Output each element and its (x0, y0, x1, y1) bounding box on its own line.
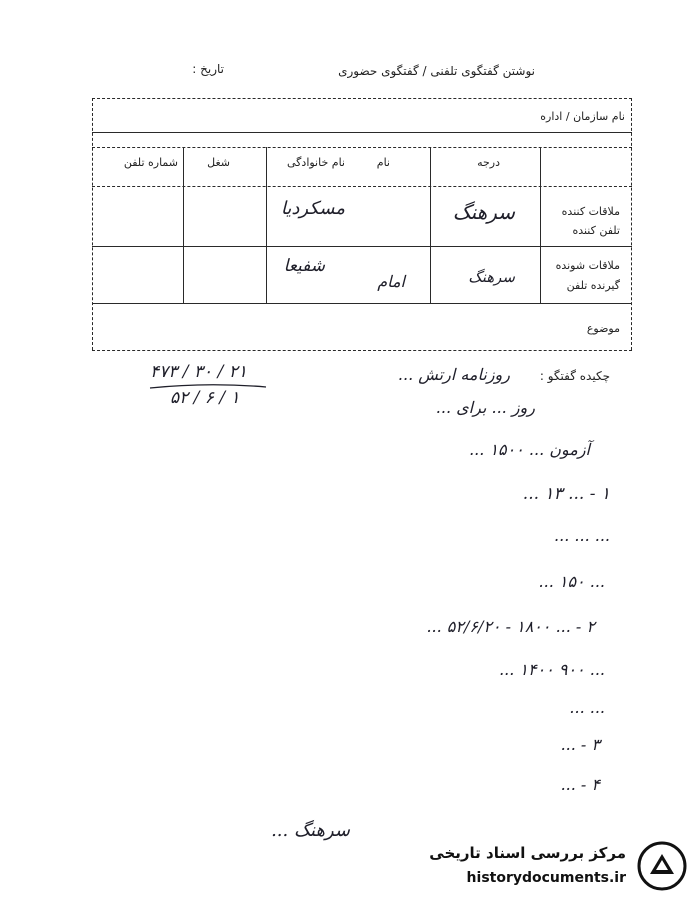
body-line-3: آزمون ... ۱۵۰۰ ... (469, 440, 590, 459)
subject-label: موضوع (586, 322, 620, 335)
body-line-2: روز ... برای ... (435, 398, 535, 417)
col-job: شغل (207, 156, 230, 169)
body-line-1: روزنامه ارتش ... (397, 365, 510, 384)
host-rank: سرهنگ (468, 268, 515, 286)
visitor-last-name: مسکردیا (280, 198, 345, 219)
body-line-9: ... ... (569, 698, 605, 717)
watermark (408, 838, 688, 896)
row-visitor-label-2: تلفن کننده (572, 224, 620, 237)
date-label: تاریخ : (192, 62, 224, 76)
visitor-rank: سرهنگ (452, 200, 515, 224)
watermark-url: historydocuments.ir (466, 870, 626, 886)
col-phone: شماره تلفن (123, 156, 178, 169)
col-rank: درجه (477, 156, 500, 169)
body-line-8: ... ۹۰۰ ۱۴۰۰ ... (499, 660, 605, 679)
host-first-name: امام (377, 272, 405, 291)
body-line-7: ۲ - ... ۱۸۰۰ - ۵۲/۶/۲۰ ... (426, 617, 595, 636)
row-host-label-1: ملاقات شونده (555, 259, 620, 272)
form-title: نوشتن گفتگوی تلفنی / گفتگوی حضوری (338, 64, 535, 78)
reference-number: ۴۷۳ / ۳۰ / ۲۱ (150, 362, 247, 382)
col-first-name: نام (376, 156, 390, 169)
signature: سرهنگ ... (271, 820, 350, 841)
body-line-5: ... ... ... (554, 526, 610, 545)
watermark-title: مرکز بررسی اسناد تاریخی (429, 844, 626, 862)
org-label: نام سازمان / اداره (540, 110, 625, 123)
reference-underline (148, 380, 268, 392)
body-line-10: ۳ - ... (560, 735, 600, 754)
col-last-name: نام خانوادگی (287, 156, 345, 169)
summary-label: چکیده گفتگو : (539, 369, 610, 383)
reference-date: ۵۲ / ۶ / ۱ (170, 388, 240, 408)
body-line-11: ۴ - ... (560, 775, 600, 794)
archive-logo-icon (636, 840, 688, 892)
host-last-name: شفیعا (283, 256, 325, 276)
row-visitor-label-1: ملاقات کننده (561, 205, 620, 218)
row-host-label-2: گیرنده تلفن (566, 279, 620, 292)
body-line-4: ۱ - ... ۱۳ ... (522, 484, 610, 504)
body-line-6: ... ۱۵۰ ... (538, 572, 605, 591)
